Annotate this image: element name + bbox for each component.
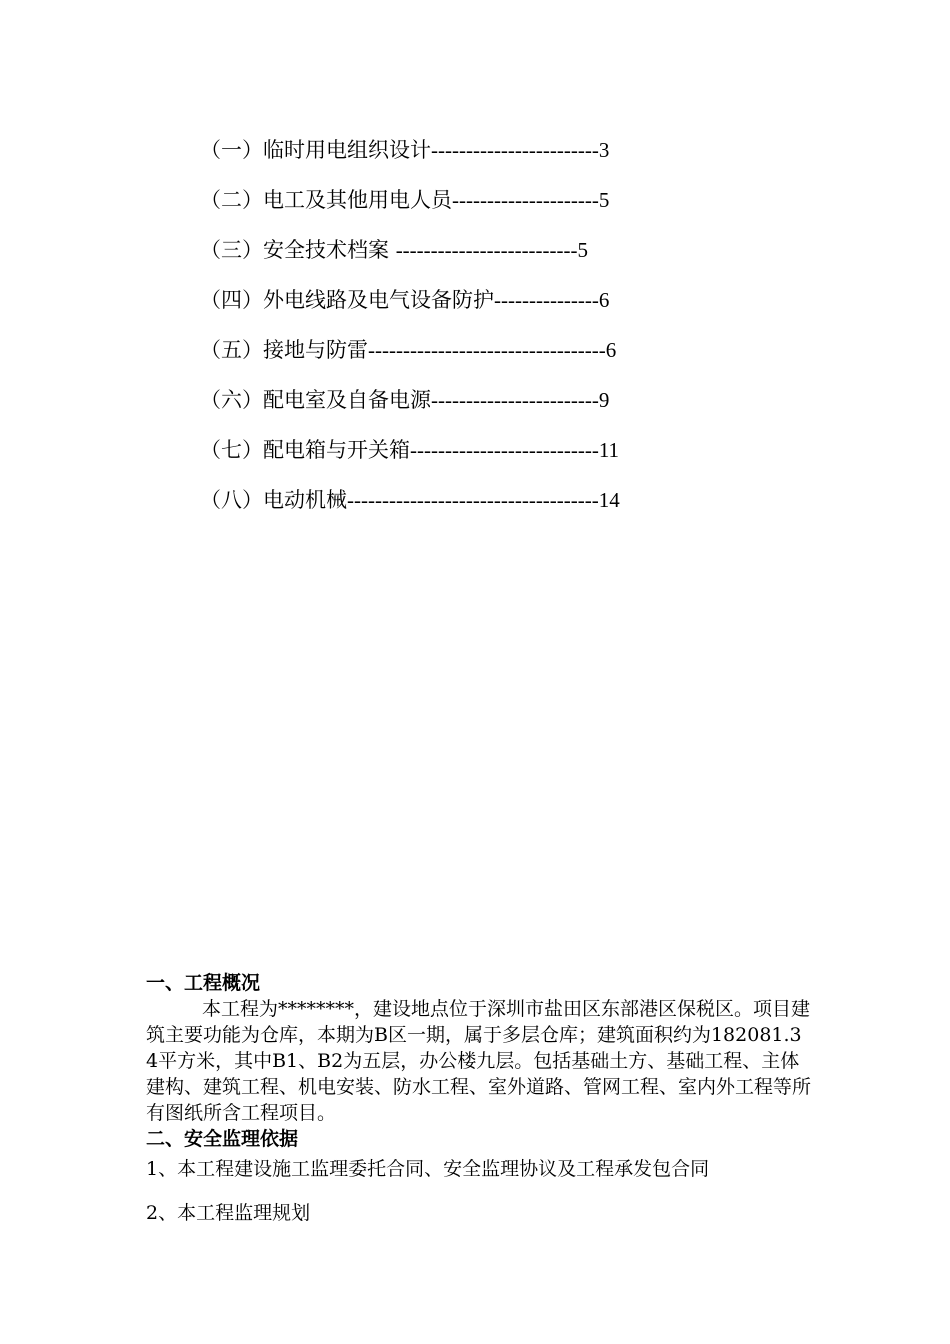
toc-item-3[interactable] xyxy=(200,230,720,280)
table-of-contents xyxy=(200,130,720,530)
toc-leader: ------------------------------------ xyxy=(347,488,599,512)
toc-item-2[interactable] xyxy=(200,180,720,230)
toc-leader: -------------------------- xyxy=(395,238,578,262)
toc-label: （六）配电室及自备电源 xyxy=(200,388,431,412)
toc-item-6[interactable] xyxy=(200,380,720,430)
toc-label: （五）接地与防雷 xyxy=(200,338,368,362)
toc-leader: --------------------- xyxy=(452,188,599,212)
toc-leader: ---------------------------------- xyxy=(368,338,606,362)
section-heading-project-overview: 一、工程概况 xyxy=(146,972,261,994)
toc-page-number: 5 xyxy=(598,188,610,212)
toc-item-1[interactable] xyxy=(200,130,720,180)
toc-label: （一）临时用电组织设计 xyxy=(200,138,431,162)
toc-label: （二）电工及其他用电人员 xyxy=(200,188,452,212)
toc-label: （三）安全技术档案 xyxy=(200,238,396,262)
toc-item-4[interactable] xyxy=(200,280,720,330)
toc-page-number: 5 xyxy=(577,238,589,262)
toc-item-7[interactable] xyxy=(200,430,720,480)
section-heading-supervision-basis: 二、安全监理依据 xyxy=(146,1128,299,1150)
toc-page-number: 3 xyxy=(598,138,610,162)
basis-list-item: 2、本工程监理规划 xyxy=(146,1202,311,1224)
toc-item-5[interactable] xyxy=(200,330,720,380)
toc-page-number: 6 xyxy=(598,288,610,312)
toc-item-8[interactable] xyxy=(200,480,720,530)
toc-leader: ------------------------ xyxy=(431,138,599,162)
toc-label: （七）配电箱与开关箱 xyxy=(200,438,410,462)
toc-page-number: 9 xyxy=(598,388,610,412)
toc-leader: --------------- xyxy=(494,288,599,312)
basis-list-item: 1、本工程建设施工监理委托合同、安全监理协议及工程承发包合同 xyxy=(146,1158,710,1180)
toc-label: （八）电动机械 xyxy=(200,488,347,512)
toc-page-number: 11 xyxy=(598,438,620,462)
toc-page-number: 6 xyxy=(605,338,617,362)
toc-leader: ------------------------ xyxy=(431,388,599,412)
toc-label: （四）外电线路及电气设备防护 xyxy=(200,288,494,312)
toc-page-number: 14 xyxy=(598,488,620,512)
project-overview-paragraph: 本工程为********，建设地点位于深圳市盐田区东部港区保税区。项目建筑主要功能为仓库，本期为B区一期，属于多层仓库；建筑面积约为182081.34平方米，其中B1、B2为五层，办公楼九层。包括基础土方、基础工程、主体建构、建筑工程、机电安装、防水工程、室外道路、管网工程、室内外工程等所有图纸所含工程项目。 xyxy=(146,998,812,1124)
toc-leader: --------------------------- xyxy=(410,438,599,462)
body-content xyxy=(146,970,826,1226)
